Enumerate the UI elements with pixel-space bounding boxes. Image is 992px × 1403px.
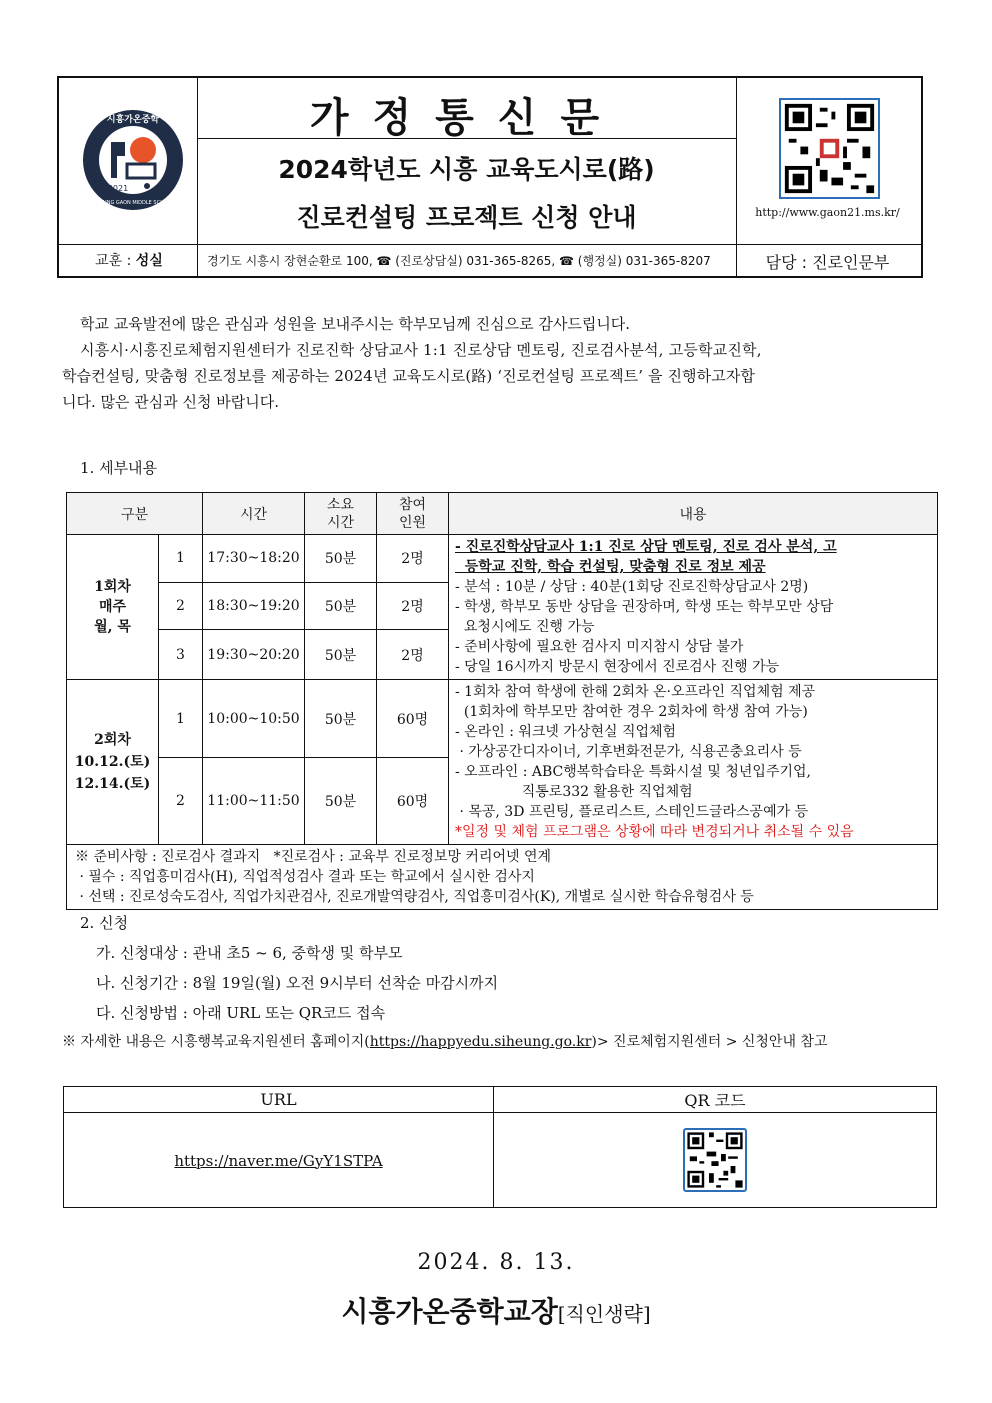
seal-omitted: [직인생략] xyxy=(557,1302,651,1326)
row-duration: 50분 xyxy=(305,582,377,630)
content-line: - 오프라인 : ABC행복학습타운 특화시설 및 청년입주기업, xyxy=(455,764,811,780)
detail-reference-note xyxy=(62,1031,827,1051)
content-line: - 당일 16시까지 방문시 현장에서 진로검사 진행 가능 xyxy=(455,659,780,675)
school-logo xyxy=(81,108,185,212)
apply-table xyxy=(63,1086,937,1208)
session1-content xyxy=(449,535,938,680)
header-people: 참여 인원 xyxy=(377,493,449,535)
content-line: - 분석 : 10분 / 상담 : 40분(1회당 진로진학상담교사 2명) xyxy=(455,579,809,595)
content-line: (1회차에 학부모만 참여한 경우 2회차에 학생 참여 가능) xyxy=(455,704,808,720)
session2-content xyxy=(449,680,938,845)
row-duration: 50분 xyxy=(305,630,377,680)
school-address: 경기도 시흥시 장현순환로 100, ☎ (진로상담실) 031-365-8265, ☎ (행정실) 031-365-8207 xyxy=(207,254,711,268)
row-people: 60명 xyxy=(377,680,449,758)
row-time: 18:30~19:20 xyxy=(203,582,305,630)
row-time: 11:00~11:50 xyxy=(203,758,305,845)
row-no: 1 xyxy=(159,680,203,758)
apply-target: 가. 신청대상 : 관내 초5 ~ 6, 중학생 및 학부모 xyxy=(96,944,403,962)
row-time: 17:30~18:20 xyxy=(203,535,305,583)
intro-text xyxy=(62,311,942,415)
row-no: 3 xyxy=(159,630,203,680)
row-people: 2명 xyxy=(377,582,449,630)
header-content: 내용 xyxy=(449,493,938,535)
prep-line: · 필수 : 직업흥미검사(H), 직업적성검사 결과 또는 학교에서 실시한 검사지 xyxy=(75,869,535,885)
qr-code-icon xyxy=(685,1130,745,1190)
subtitle-line1: 2024학년도 시흥 교육도시로(路) xyxy=(278,155,655,184)
logo-text: 시흥가온중학교 xyxy=(106,115,160,138)
subtitle-line2: 진로컨설팅 프로젝트 신청 안내 xyxy=(296,203,637,232)
schedule-note: *일정 및 체험 프로그램은 상황에 따라 변경되거나 취소될 수 있음 xyxy=(455,824,854,840)
content-line: · 목공, 3D 프린팅, 플로리스트, 스테인드글라스공예가 등 xyxy=(455,804,809,820)
logo-year: 2021 xyxy=(107,184,129,193)
intro-line: 학습컨설팅, 맞춤형 진로정보를 제공하는 2024년 교육도시로(路) ‘진로컨설팅 프로젝트’ 을 진행하고자합 xyxy=(62,367,756,385)
content-line: 직통로332 활용한 직업체험 xyxy=(455,784,693,800)
content-line: - 준비사항에 필요한 검사지 미지참시 상담 불가 xyxy=(455,639,744,655)
principal-signature xyxy=(0,1290,992,1330)
issue-date: 2024. 8. 13. xyxy=(417,1250,575,1275)
note-suffix: )> 진로체험지원센터 > 신청안내 참고 xyxy=(591,1034,828,1050)
row-people: 2명 xyxy=(377,630,449,680)
row-no: 1 xyxy=(159,535,203,583)
row-people: 60명 xyxy=(377,758,449,845)
session1-label: 1회차 매주 월, 목 xyxy=(67,535,159,680)
prep-line: · 선택 : 진로성숙도검사, 직업가치관검사, 진로개발역량검사, 직업흥미검사(K), 개별로 실시한 학습유형검사 등 xyxy=(75,889,754,905)
content-line: - 진로진학상담교사 1:1 진로 상담 멘토링, 진로 검사 분석, 고 xyxy=(455,539,837,555)
row-duration: 50분 xyxy=(305,758,377,845)
happyedu-link[interactable]: https://happyedu.siheung.go.kr xyxy=(369,1034,592,1050)
department: 담당 : 진로인문부 xyxy=(765,253,890,272)
url-header: URL xyxy=(64,1087,494,1113)
row-time: 19:30~20:20 xyxy=(203,630,305,680)
row-no: 2 xyxy=(159,582,203,630)
prep-line: ※ 준비사항 : 진로검사 결과지 *진로검사 : 교육부 진로정보망 커리어넷 연계 xyxy=(75,849,552,865)
content-line: - 학생, 학부모 동반 상담을 권장하며, 학생 또는 학부모만 상담 xyxy=(455,599,834,615)
intro-line: 시흥시·시흥진로체험지원센터가 진로진학 상담교사 1:1 진로상담 멘토링, 진로검사분석, 고등학교진학, xyxy=(80,341,762,359)
content-line: 등학교 진학, 학습 컨설팅, 맞춤형 진로 정보 제공 xyxy=(455,559,766,575)
newsletter-header xyxy=(57,76,923,278)
school-motto xyxy=(59,250,199,270)
row-time: 10:00~10:50 xyxy=(203,680,305,758)
row-duration: 50분 xyxy=(305,680,377,758)
principal-name: 시흥가온중학교장 xyxy=(341,1295,558,1328)
motto-value: 성실 xyxy=(135,253,163,269)
logo-english-text: SIHEUNG GAON MIDDLE SCHOOL xyxy=(91,200,175,206)
school-url[interactable]: http://www.gaon21.ms.kr/ xyxy=(755,206,900,219)
preparation-notes xyxy=(67,845,938,910)
row-people: 2명 xyxy=(377,535,449,583)
page-title: 가정통신문 xyxy=(309,94,624,141)
header-time: 시간 xyxy=(203,493,305,535)
apply-url-link[interactable]: https://naver.me/GyY1STPA xyxy=(174,1151,383,1170)
qr-header: QR 코드 xyxy=(494,1087,937,1113)
section2-heading: 2. 신청 xyxy=(80,914,129,932)
content-line: · 가상공간디자이너, 기후변화전문가, 식용곤충요리사 등 xyxy=(455,744,802,760)
apply-period: 나. 신청기간 : 8월 19일(월) 오전 9시부터 선착순 마감시까지 xyxy=(96,974,499,992)
apply-method: 다. 신청방법 : 아래 URL 또는 QR코드 접속 xyxy=(96,1004,386,1022)
qr-code-icon xyxy=(781,100,878,197)
intro-line: 니다. 많은 관심과 신청 바랍니다. xyxy=(62,393,279,411)
session2-label: 2회차 10.12.(토) 12.14.(토) xyxy=(67,680,159,845)
detail-table xyxy=(66,492,938,910)
content-line: - 1회차 참여 학생에 한해 2회차 온·오프라인 직업체험 제공 xyxy=(455,684,816,700)
header-gubun: 구분 xyxy=(67,493,203,535)
row-duration: 50분 xyxy=(305,535,377,583)
row-no: 2 xyxy=(159,758,203,845)
content-line: - 온라인 : 워크넷 가상현실 직업체험 xyxy=(455,724,677,740)
content-line: 요청시에도 진행 가능 xyxy=(455,619,595,635)
motto-label: 교훈 : xyxy=(95,253,136,269)
header-duration: 소요 시간 xyxy=(305,493,377,535)
section1-heading: 1. 세부내용 xyxy=(80,459,158,477)
apply-qr-code[interactable] xyxy=(683,1128,747,1192)
intro-line: 학교 교육발전에 많은 관심과 성원을 보내주시는 학부모님께 진심으로 감사드립니다. xyxy=(80,315,631,333)
note-prefix: ※ 자세한 내용은 시흥행복교육지원센터 홈페이지( xyxy=(62,1034,370,1050)
school-qr-code[interactable] xyxy=(779,98,880,199)
